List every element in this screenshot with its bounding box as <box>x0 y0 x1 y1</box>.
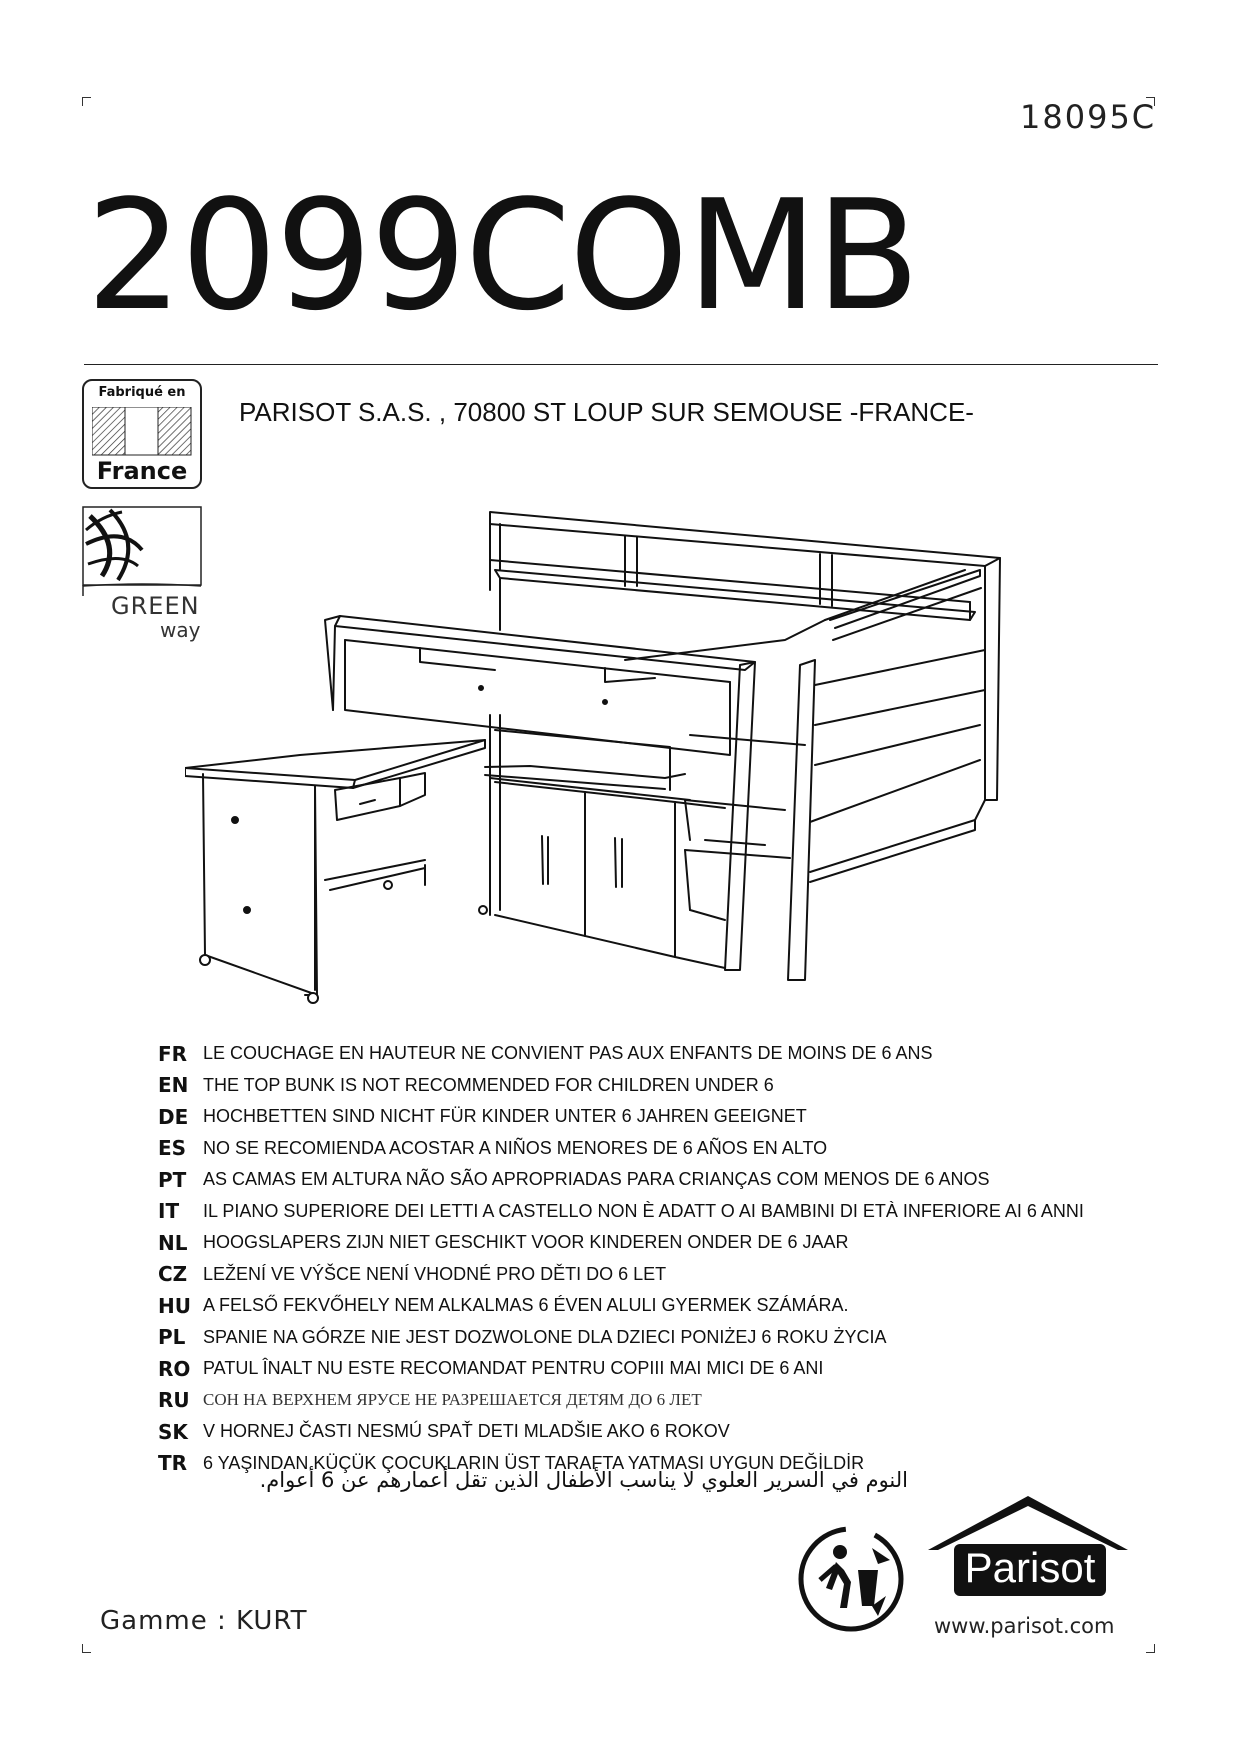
warning-text: A FELSŐ FEKVŐHELY NEM ALKALMAS 6 ÉVEN ALULI GYERMEK SZÁMÁRA. <box>203 1295 849 1316</box>
website-url: www.parisot.com <box>934 1614 1115 1638</box>
language-code: DE <box>158 1104 189 1129</box>
warning-text: THE TOP BUNK IS NOT RECOMMENDED FOR CHILDREN UNDER 6 <box>203 1074 774 1095</box>
language-code: IT <box>158 1199 180 1224</box>
made-in-france-badge <box>82 379 202 489</box>
warning-row-sk <box>158 1416 1178 1448</box>
language-code: SK <box>158 1419 188 1444</box>
language-code: RO <box>158 1356 191 1381</box>
warning-row-fr <box>158 1038 1178 1070</box>
warning-row-ro <box>158 1353 1178 1385</box>
product-range-label: Gamme : KURT <box>100 1606 308 1636</box>
header-divider <box>84 364 1158 365</box>
crop-mark-top-left <box>82 97 91 106</box>
warning-text: HOOGSLAPERS ZIJN NIET GESCHIKT VOOR KINDEREN ONDER DE 6 JAAR <box>203 1232 849 1253</box>
warning-text: HOCHBETTEN SIND NICHT FÜR KINDER UNTER 6 JAHREN GEEIGNET <box>203 1106 807 1127</box>
model-title: 2099COMB <box>86 167 919 344</box>
warning-row-es <box>158 1133 1178 1165</box>
warning-text: NO SE RECOMIENDA ACOSTAR A NIÑOS MENORES DE 6 AÑOS EN ALTO <box>203 1137 828 1158</box>
green-logo-subtext: way <box>160 618 201 642</box>
warning-row-pt <box>158 1164 1178 1196</box>
warning-text: AS CAMAS EM ALTURA NÃO SÃO APROPRIADAS PARA CRIANÇAS COM MENOS DE 6 ANOS <box>203 1169 990 1190</box>
warning-row-de <box>158 1101 1178 1133</box>
language-code: EN <box>158 1073 189 1098</box>
warning-row-cz <box>158 1259 1178 1291</box>
warning-row-en <box>158 1070 1178 1102</box>
warning-row-ru <box>158 1385 1178 1417</box>
warning-text: 6 YAŞINDAN KÜÇÜK ÇOCUKLARIN ÜST TARAFTA YATMASI UYGUN DEĞİLDİR <box>203 1452 865 1473</box>
furniture-illustration <box>185 510 1025 1030</box>
warning-text: V HORNEJ ČASTI NESMÚ SPAŤ DETI MLADŠIE AKO 6 ROKOV <box>203 1421 730 1442</box>
badge-france-bottom-text: France <box>96 457 188 485</box>
warning-text: LEŽENÍ VE VÝŠCE NENÍ VHODNÉ PRO DĚTI DO 6 LET <box>203 1263 667 1284</box>
language-code: TR <box>158 1451 188 1476</box>
warning-list <box>158 1038 1178 1479</box>
language-code: CZ <box>158 1262 188 1287</box>
manufacturer-address: PARISOT S.A.S. , 70800 ST LOUP SUR SEMOUSE -FRANCE- <box>239 397 974 427</box>
warning-row-nl <box>158 1227 1178 1259</box>
recycle-icon <box>798 1526 904 1632</box>
parisot-logo-text: Parisot <box>964 1544 1096 1591</box>
warning-text: PATUL ÎNALT NU ESTE RECOMANDAT PENTRU COPIII MAI MICI DE 6 ANI <box>203 1358 824 1379</box>
language-code: RU <box>158 1388 190 1413</box>
crop-mark-bottom-left <box>82 1644 91 1653</box>
parisot-logo <box>928 1494 1128 1606</box>
warning-text: SPANIE NA GÓRZE NIE JEST DOZWOLONE DLA DZIECI PONIŻEJ 6 ROKU ŻYCIA <box>203 1326 887 1347</box>
warning-text-arabic: النوم في السرير العلوي لا يناسب الأطفال الذين تقل أعمارهم عن 6 أعوام. <box>259 1468 908 1492</box>
language-code: HU <box>158 1293 191 1318</box>
badge-france-top-text: Fabriqué en <box>98 385 186 400</box>
language-code: ES <box>158 1136 187 1161</box>
language-code: NL <box>158 1230 188 1255</box>
warning-text: СОН НА ВЕРХНЕМ ЯРУСЕ НЕ РАЗРЕШАЕТСЯ ДЕТЯМ ДО 6 ЛЕТ <box>203 1390 702 1410</box>
warning-text: IL PIANO SUPERIORE DEI LETTI A CASTELLO NON È ADATT O AI BAMBINI DI ETÀ INFERIORE AI 6 ANNI <box>203 1200 1084 1221</box>
warning-text: LE COUCHAGE EN HAUTEUR NE CONVIENT PAS AUX ENFANTS DE MOINS DE 6 ANS <box>203 1043 933 1064</box>
french-flag-icon <box>92 407 192 457</box>
language-code: FR <box>158 1041 188 1066</box>
crop-mark-bottom-right <box>1146 1644 1155 1653</box>
language-code: PT <box>158 1167 187 1192</box>
warning-row-it <box>158 1196 1178 1228</box>
warning-row-hu <box>158 1290 1178 1322</box>
warning-row-pl <box>158 1322 1178 1354</box>
green-logo-text: GREEN <box>111 592 200 620</box>
language-code: PL <box>158 1325 186 1350</box>
document-code: 18095C <box>1020 98 1157 136</box>
